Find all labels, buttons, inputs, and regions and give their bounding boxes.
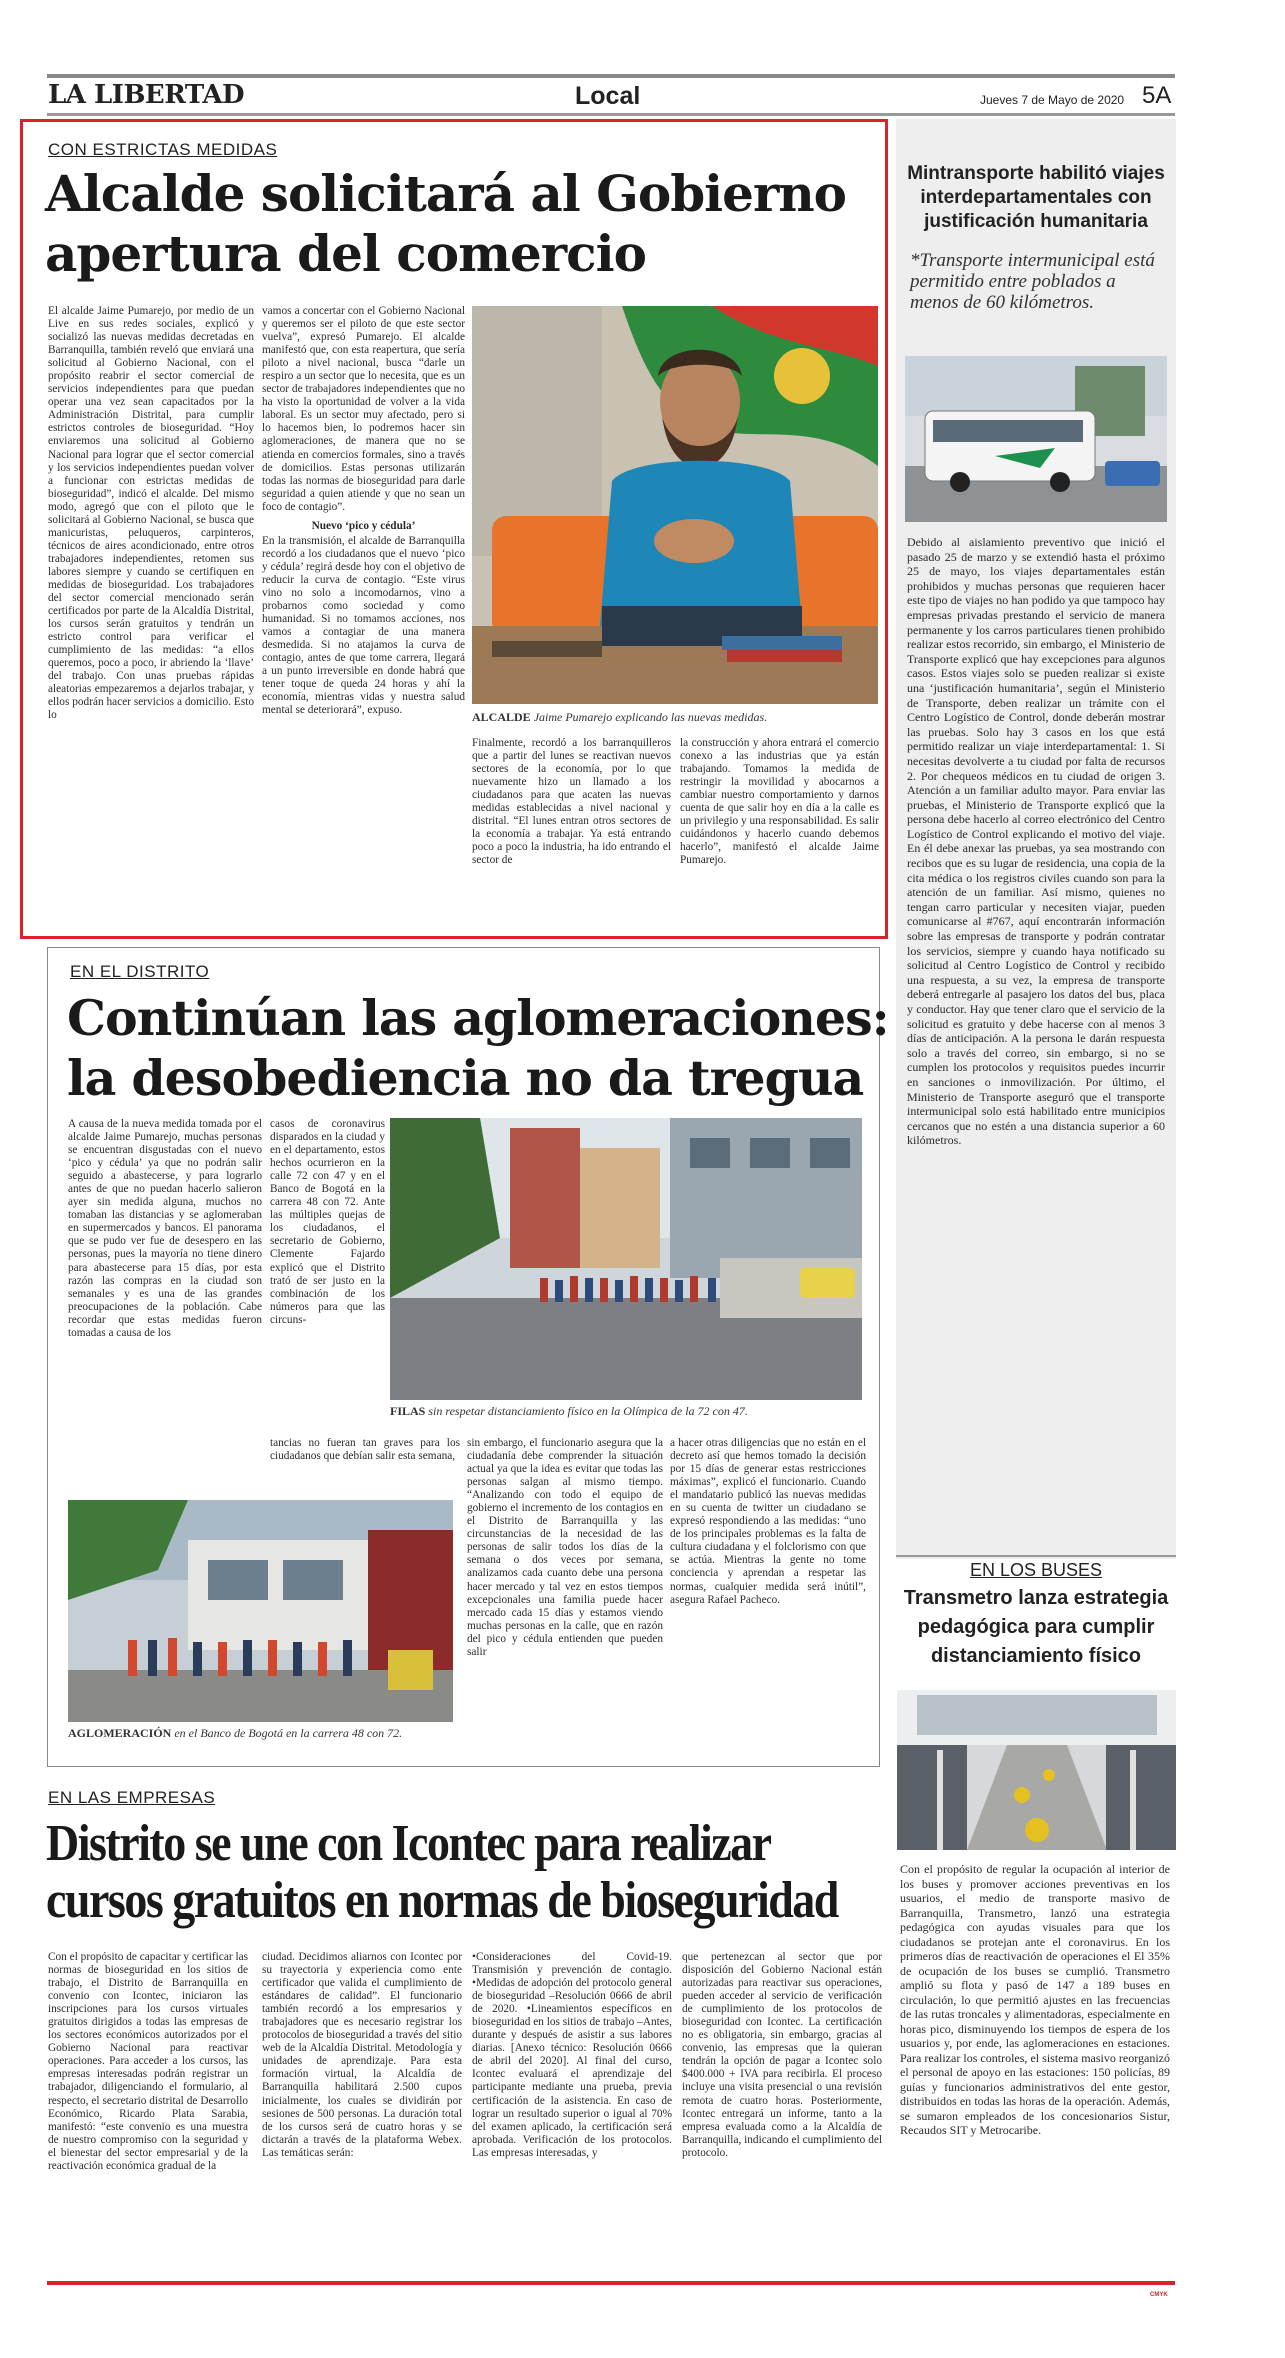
story2-caption2-text: en el Banco de Bogotá en la carrera 48 con 72. <box>171 1726 403 1740</box>
story3-headline-line2: cursos gratuitos en normas de bioseguridad <box>46 1871 838 1929</box>
story2-photo-bank <box>68 1500 453 1722</box>
sidebar1-deck: *Transporte intermunicipal está permitido entre poblados a menos de 60 kilómetros. <box>910 250 1155 313</box>
story1-column-4: la construcción y ahora entrará el comercio conexo a las industrias que ya están trabajando. Tomamos la medida de restringir la movilidad y abocarnos a cambiar nuestro comportamiento y darnos cuenta de que salir hoy en día a la calle es un privilegio y una responsabilidad. Es salir cuidándonos y hacerlo cuando debemos hacerlo”, manifestó el alcalde Jaime Pumarejo. <box>680 737 879 867</box>
masthead-page-number: 5A <box>1142 82 1172 109</box>
sidebar2-photo-bus-interior <box>897 1690 1176 1850</box>
story1-column-2b: En la transmisión, el alcalde de Barranquilla recordó a los ciudadanos que el nuevo ‘pico y cédula’ regirá desde hoy con el objetivo de reducir la curva de contagio. “Este virus vino no solo a incomodarnos, vino a probarnos como sociedad y como humanidad. Si no tomamos acciones, nos vamos a contagiar de una manera desmedida. Si no atajamos la curva de contagio, antes de que tome carrera, llegará a un punto irreversible en donde habrá que tener toque de queda 24 horas y ahí la economía, mientras vidas y nuestra salud mental se deteriorará”, expuso. <box>262 534 465 717</box>
story1-column-3: Finalmente, recordó a los barranquilleros que a partir del lunes se reactivan nuevos sectores de la economía, por lo que nuevamente hizo un llamado a los ciudadanos para que acaten las nuevas medidas establecidas a nivel nacional y distrital. “El lunes entran otros sectores de la economía a trabajar. Ya está entrando poco a poco la industria, ha ido entrando el sector de <box>472 737 671 867</box>
story1-caption-text: Jaime Pumarejo explicando las nuevas medidas. <box>530 710 768 724</box>
masthead-paper-name: LA LIBERTAD <box>48 80 245 110</box>
sidebar2-title: Transmetro lanza estrategia pedagógica para cumplir distanciamiento físico <box>903 1587 1169 1667</box>
bank-photo-illustration <box>68 1500 453 1722</box>
bottom-red-rule <box>47 2281 1175 2285</box>
bus-photo-illustration <box>905 356 1167 522</box>
story2-headline-line1: Continúan las aglomeraciones: <box>67 989 889 1047</box>
story2-column-4: a hacer otras diligencias que no están en el decreto así que hemos tomado la decisión por 15 días de generar estas restricciones máximas”, explicó el funcionario. Cuando el mandatario publicó las nuevas medidas en su cuenta de twitter un ciudadano se expresó respondiendo a las medidas: “uno de los principales problemas es la falta de cultura ciudadana y el folclorismo con que se actúa. Mientras la gente no tome conciencia y aprendan a respetar las normas, cualquier medida será inútil”, asegura Rafael Pacheco. <box>670 1437 866 1606</box>
story1-headline-line2: apertura del comercio <box>45 224 646 283</box>
story2-photo-queue <box>390 1118 862 1400</box>
story2-caption2-bold: AGLOMERACIÓN <box>68 1726 172 1740</box>
mayor-photo-illustration <box>472 306 878 704</box>
story2-caption1-bold: FILAS <box>390 1404 426 1418</box>
masthead-section: Local <box>575 82 641 110</box>
story2-column-1: A causa de la nueva medida tomada por el alcalde Jaime Pumarejo, muchas personas se encuentran disgustadas con el nuevo ‘pico y cédula’ ya que no podrán salir seguido a abastecerse, y para lograrlo antes de que no puedan hacerlo salieron ayer sin medida alguna, muchos no tomaban las distancias y se aglomeraban en supermercados y bancos. El panorama que se pudo ver fue de desespero en las personas, pues la mayoría no tiene dinero para abastecerse para 15 días, por esta razón las compras en la ciudad son semanales y es una de las grandes preocupaciones de la población. Cabe recordar que estas medidas fueron tomadas a causa de los <box>68 1118 262 1339</box>
story3-column-1: Con el propósito de capacitar y certificar las normas de bioseguridad en los sitios de trabajo, el Distrito de Barranquilla en convenio con Icontec, iniciaron las inscripciones para los cursos virtuales gratuitos dirigidos a todas las empresas de los sectores económicos autorizados por el Gobierno Nacional para reactivar operaciones. Para acceder a los cursos, las empresas interesadas podrán registrar un trabajador, diligenciando el formulario, al respecto, el secretario distrital de Desarrollo Económico, Ricardo Plata Sarabia, manifestó: “este convenio es una muestra de nuestro compromiso con la seguridad y el bienestar del sector empresarial y de la reactivación económica gradual de la <box>48 1951 248 2172</box>
story2-kicker: EN EL DISTRITO <box>70 962 210 981</box>
story2-photo-caption-2 <box>68 1726 468 1741</box>
story1-kicker: CON ESTRICTAS MEDIDAS <box>48 140 278 159</box>
story2-caption1-text: sin respetar distanciamiento físico en la Olímpica de la 72 con 47. <box>425 1404 748 1418</box>
story1-photo-mayor <box>472 306 878 704</box>
print-color-mark: CMYK <box>1150 2292 1168 2298</box>
story1-headline-line1: Alcalde solicitará al Gobierno <box>45 164 847 223</box>
story2-photo-caption-1 <box>390 1404 862 1419</box>
sidebar2-kicker: EN LOS BUSES <box>969 1560 1103 1580</box>
sidebar1-photo-bus <box>905 356 1167 522</box>
bus-interior-illustration <box>897 1690 1176 1850</box>
story2-column-3: sin embargo, el funcionario asegura que la ciudadanía debe comprender la situación actual ya que la idea es evitar que todas las personas salgan al mismo tiempo. “Analizando con todo el equipo de gobierno el incremento de los contagios en el Distrito de Barranquilla y las circunstancias de la necesidad de las personas de salir todos los días de la semana o dos veces por semana, analizamos cada cuanto debe una persona hacer mercado y tal vez en estos tiempos excepcionales una familia puede hacer mercado cada 15 días y estamos viendo muchas personas en la calle, que en razón del pico y cédula entienden que pueden salir <box>467 1437 663 1658</box>
story1-caption-bold: ALCALDE <box>472 710 531 724</box>
story1-column-2a: vamos a concertar con el Gobierno Nacional y queremos ser el piloto de que este sector vuelva”, expresó Pumarejo. El alcalde manifestó que, con esta reapertura, que sería piloto a nivel nacional, busca “darle un respiro a un sector que lo necesita, que es un sector de trabajadores independientes que no ha visto la oportunidad de volver a la vida laboral. Es un sector muy afectado, pero si lo hacemos bien, lo podremos hacer sin aglomeraciones, de manera que no se atienda en comercios formales, sino a través de domicilios. Estas personas utilizarán todas las normas de bioseguridad para darle seguridad a quien atiende y que no sean un foco de contagio”. <box>262 305 465 513</box>
story1-column-2 <box>262 305 465 930</box>
masthead-date: Jueves 7 de Mayo de 2020 <box>980 93 1125 107</box>
top-rule <box>47 74 1175 78</box>
story2-column-2b: tancias no fueran tan graves para los ciudadanos que debían salir esta semana, <box>270 1437 460 1463</box>
story3-kicker: EN LAS EMPRESAS <box>48 1788 216 1807</box>
masthead-rule <box>47 113 1175 116</box>
story1-photo-caption <box>472 710 878 725</box>
story1-subhead: Nuevo ‘pico y cédula’ <box>311 519 416 532</box>
sidebar2-body: Con el propósito de regular la ocupación al interior de los buses y promover acciones preventivas en los usuarios, el medio de transporte masivo de Barranquilla, Transmetro, lanzó una estrategia pedagógica con ayudas visuales para que los ciudadanos se protejan ante el coronavirus. En los primeros días de reactivación de operaciones el El 35% de ocupación de los buses se cumplió. Transmetro amplió su flota y pasó de 147 a 189 buses en circulación, lo que permitió ajustes en las frecuencias de las rutas troncales y alimentadoras, especialmente en horas pico, disminuyendo los tiempos de espera de los usuarios y, por ende, las aglomeraciones en estaciones. Para realizar los controles, el sistema masivo reorganizó el personal de apoyo en las estaciones: 150 policías, 89 guías y funcionarios administrativos del ente gestor, distribuidos en todas las horas de la operación. Además, se sumaron empleados de los concesionarios Sistur, Recaudos SIT y Metrocaribe. <box>900 1862 1170 2137</box>
sidebar1-title: Mintransporte habilitó viajes interdepartamentales con justificación humanitaria <box>907 163 1165 232</box>
story3-column-3: •Consideraciones del Covid-19. Transmisión y prevención de contagio. •Medidas de adopción del protocolo general de bioseguridad –Resolución 0666 de abril de 2020. •Lineamientos específicos en bioseguridad en los sitios de trabajo –Antes, durante y después de asistir a sus labores diarias. [Anexo técnico: Resolución 0666 de abril del 2020]. Al final del curso, Icontec evaluará el aprendizaje del participante mediante una prueba, previa certificación de la asistencia. En caso de lograr un resultado superior o igual al 70% del examen aplicado, la certificación será aprobada. Verificación de los protocolos. Las empresas interesadas, y <box>472 1951 672 2159</box>
queue-photo-illustration <box>390 1118 862 1400</box>
sidebar2-top-rule <box>896 1555 1176 1557</box>
sidebar1-body: Debido al aislamiento preventivo que inició el pasado 25 de marzo y se extendió hasta el próximo 25 de mayo, los viajes departamentales están prohibidos y muchas personas que requieren hacer este tipo de viajes no han podido ya que tampoco hay empresas privadas prestando el servicio de manera permanente y los carros particulares tienen prohibido realizar estos recorrido, sin embargo, el Ministerio de Transporte explicó que hay excepciones para algunos casos. Estos viajes solo se pueden realizar si existe una ‘justificación humanitaria’, según el Ministerio de Transporte, deben realizar un trámite con el Centro Logístico de Control, donde deberán mostrar las pruebas. Solo hay 3 casos en los que está permitido realizar un viaje interdepartamental: 1. Si necesitas devolverte a tu ciudad por falta de recursos 2. Por chequeos médicos en tu ciudad de origen 3. Atención a un familiar adulto mayor. Para enviar las pruebas, el Ministerio de Transporte explicó que la persona debe hacerlo al correo electrónico del Centro Logístico de Control explicando el motivo del viaje. En él debe anexar las pruebas, ya sea mostrando con recibos que es su lugar de residencia, una copia de la cita médica o los registros civiles cuando son para la atención de un familiar. Así mismo, quienes no tengan carro particular y necesiten viajar, pueden comunicarse al #767, aquí encontrarán información sobre las empresas de transporte y podrán contratar los servicios, siempre y cuando haya notificado su solicitud al Centro Logístico de Control y recibido una respuesta, a su vez, la empresa de transporte deberá entregarle al pasajero los datos del bus, placa y conductor. Hay que tener claro que el servicio de la solicitud es gratuito y debe hacerse con al menos 3 días de anticipación. A la persona le darán respuesta solo a través del correo, sin embargo, si no se cumplen los protocolos y requisitos puedes incurrir en sanciones o inmovilización. Por último, el Ministerio de Transporte aseguró que el transporte intermunicipal solo está habilitado entre municipios cercanos que no estén a una distancia superior a 60 kilómetros. <box>907 535 1165 1148</box>
story2-headline-line2: la desobediencia no da tregua <box>67 1049 864 1107</box>
story1-column-1: El alcalde Jaime Pumarejo, por medio de un Live en sus redes sociales, explicó y socializó las nuevas medidas decretadas en Barranquilla, también reveló que enviará una solicitud al Gobierno Nacional, con el propósito reabrir el sector comercial de servicios independientes para que puedan operar una vez sean capacitados por la Administración Distrital, para cumplir estrictos controles de bioseguridad. “Hoy enviaremos una solicitud al Gobierno Nacional para lograr que el sector comercial y los servicios independientes puedan volver a funcionar con estrictas medidas de bioseguridad”, indicó el alcalde. Del mismo modo, agregó que con el piloto que le solicitará al Gobierno Nacional, se busca que manicuristas, peluqueros, carpinteros, técnicos de aires acondicionado, entre otros trabajadores independientes, retomen sus labores siempre y cuando se certifiquen en medidas de bioseguridad. Los trabajadores del sector comercial mencionado serán certificados por parte de la Alcaldía Distrital, los cursos serán gratuitos y tendrán un estricto control para verificar el cumplimiento de las medidas: “a ellos queremos, poco a poco, ir abriendo la ‘llave’ del trabajo. Con unas pruebas rápidas aleatorias empezaremos a dejarlos trabajar, y ellos podrán hacer servicios a domicilio. Esto lo <box>48 305 254 722</box>
story3-column-4: que pertenezcan al sector que por disposición del Gobierno Nacional están autorizadas para reactivar sus operaciones, pueden acceder al servicio de verificación de cumplimiento de los protocolos de bioseguridad con Icontec. La certificación no es obligatoria, sin embargo, gracias al convenio, las empresas que la quieran tendrán la opción de pagar a Icontec solo $400.000 + IVA para recibirla. El proceso incluye una visita presencial o una revisión remota de cuatro horas. Posteriormente, Icontec entregará un informe, tanto a la empresa evaluada como a la Alcaldía de Barranquilla, indicando el cumplimiento del protocolo. <box>682 1951 882 2159</box>
story3-headline-line1: Distrito se une con Icontec para realizar <box>46 1814 771 1872</box>
story2-column-2: casos de coronavirus disparados en la ciudad y en el departamento, estos hechos ocurrieron en la calle 72 con 47 y en el Banco de Bogotá en la carrera 48 con 72. Ante las múltiples quejas de los ciudadanos, el secretario de Gobierno, Clemente Fajardo explicó que el Distrito trató de ser justo en la combinación de los números para que las circuns- <box>270 1118 385 1326</box>
story3-column-2: ciudad. Decidimos aliarnos con Icontec por su trayectoria y experiencia como ente certificador que valida el cumplimiento de estándares de calidad”. El funcionario también recordó a los empresarios y trabajadores que es necesario registrar los protocolos de bioseguridad a través del sitio web de la Alcaldía Distrital. Metodología y unidades de aprendizaje. Para esta formación virtual, la Alcaldía de Barranquilla habilitará 2.500 cupos inicialmente, los cuales se dividirán por sesiones de 500 personas. La duración total de los cursos será de cuatro horas y se dictarán a través de la plataforma Webex. Las temáticas serán: <box>262 1951 462 2159</box>
